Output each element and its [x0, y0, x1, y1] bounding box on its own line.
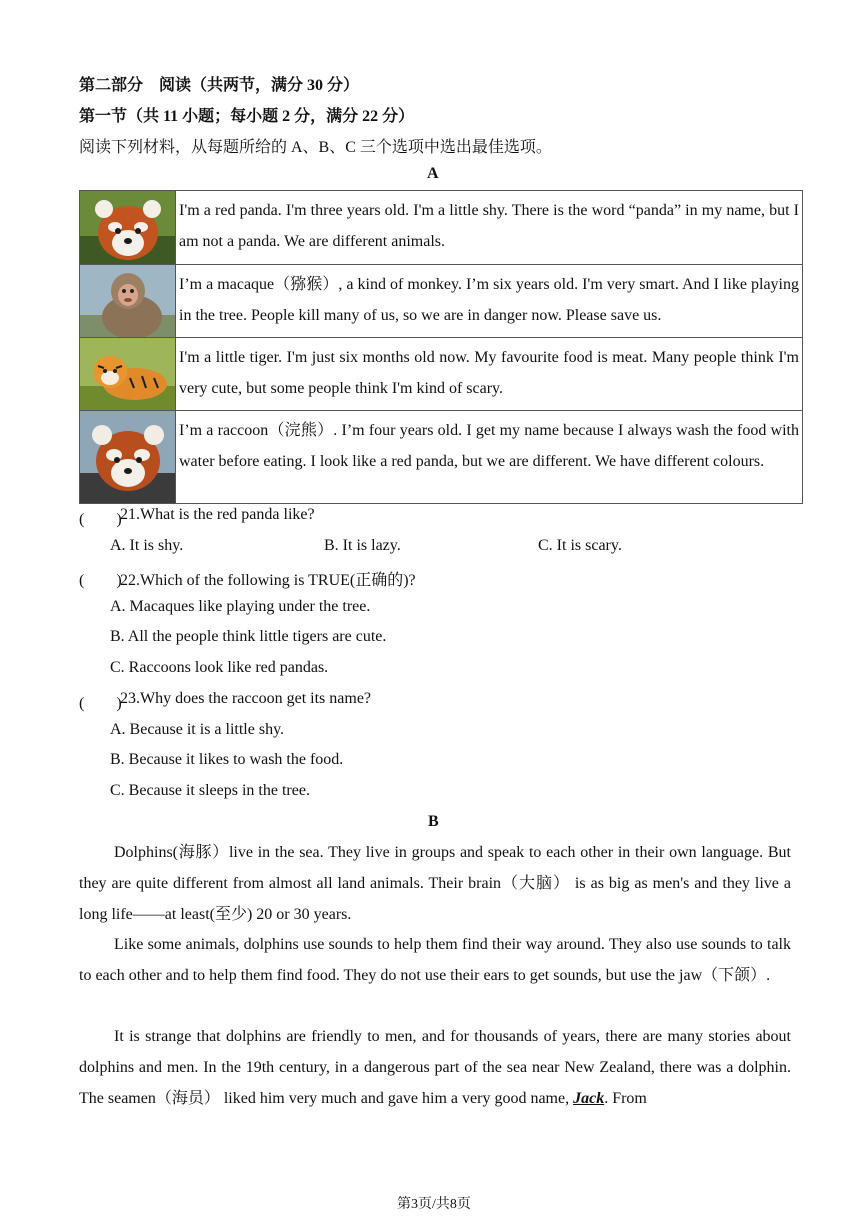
passage-b-paragraph-2: Like some animals, dolphins use sounds to help them find their way around. They also use sounds to talk to each other and to help them find food. They do not use their ears to get sounds, but use the jaw（下颌）. — [79, 936, 791, 984]
part-title: 第二部分 阅读（共两节，满分 30 分） — [79, 77, 360, 94]
option-23-b: B. Because it likes to wash the food. — [110, 751, 344, 768]
tiger-text: I'm a little tiger. I'm just six months old now. My favourite food is meat. Many people think I'm very cute, but some people think I'm kind of scary. — [176, 338, 803, 411]
instruction: 阅读下列材料，从每题所给的 A、B、C 三个选项中选出最佳选项。 — [79, 139, 552, 156]
raccoon-text: I’m a raccoon（浣熊）. I’m four years old. I get my name because I always wash the food with water before eating. I look like a red panda, but we are different. We have different colours. — [176, 411, 803, 504]
passage-a-label: A — [427, 165, 439, 182]
red-panda-text: I'm a red panda. I'm three years old. I'm a little shy. There is the word “panda” in my name, but I am not a panda. We are different animals. — [176, 191, 803, 265]
option-23-a: A. Because it is a little shy. — [110, 721, 285, 738]
table-row — [80, 191, 803, 265]
raccoon-photo — [80, 411, 175, 503]
passage-b-paragraph-1: Dolphins(海豚）live in the sea. They live in groups and speak to each other in their own language. But they are quite different from almost all land animals. Their brain（大脑） is as big as men's and they live a long life——at least(至少) 20 or 30 years. — [79, 844, 791, 923]
passage-b-paragraph-3 — [79, 1022, 791, 1114]
option-21-c: C. It is scary. — [538, 537, 622, 554]
section-title: 第一节（共 11 小题；每小题 2 分，满分 22 分） — [79, 108, 415, 125]
red-panda-photo — [80, 191, 175, 264]
table-cell-image — [80, 338, 176, 411]
option-22-c: C. Raccoons look like red pandas. — [110, 659, 329, 676]
question-22-stem: 22.Which of the following is TRUE(正确的)? — [120, 572, 416, 589]
table-row — [80, 411, 803, 504]
question-21-stem: 21.What is the red panda like? — [120, 506, 315, 523]
answer-bracket[interactable]: ( ) — [79, 572, 122, 589]
passage-b-label: B — [428, 813, 439, 830]
table-row — [80, 338, 803, 411]
macaque-photo — [80, 265, 175, 337]
question-23-stem: 23.Why does the raccoon get its name? — [120, 690, 372, 707]
option-22-b: B. All the people think little tigers are cute. — [110, 628, 387, 645]
table-row — [80, 265, 803, 338]
tiger-cub-photo — [80, 338, 175, 410]
paragraph-3-tail: . From — [604, 1089, 647, 1107]
paragraph-3-text: It is strange that dolphins are friendly to men, and for thousands of years, there are many stories about dolphins and men. In the 19th century, in a dangerous part of the sea near New Zealand, there was a dolphin. The seamen（海员） liked him very much and gave him a very good name, — [79, 1028, 791, 1107]
option-21-a: A. It is shy. — [110, 537, 184, 554]
table-cell-image — [80, 191, 176, 265]
answer-bracket[interactable]: ( ) — [79, 511, 122, 528]
dolphin-name-jack: Jack — [573, 1089, 605, 1107]
macaque-text: I’m a macaque（猕猴）, a kind of monkey. I’m six years old. I'm very smart. And I like playing in the tree. People kill many of us, so we are in danger now. Please save us. — [176, 265, 803, 338]
option-21-b: B. It is lazy. — [324, 537, 401, 554]
animal-table — [79, 190, 803, 504]
answer-bracket[interactable]: ( ) — [79, 695, 122, 712]
option-23-c: C. Because it sleeps in the tree. — [110, 782, 310, 799]
page-number: 第3页/共8页 — [397, 1197, 471, 1212]
table-cell-image — [80, 265, 176, 338]
option-22-a: A. Macaques like playing under the tree. — [110, 598, 371, 615]
table-cell-image — [80, 411, 176, 504]
